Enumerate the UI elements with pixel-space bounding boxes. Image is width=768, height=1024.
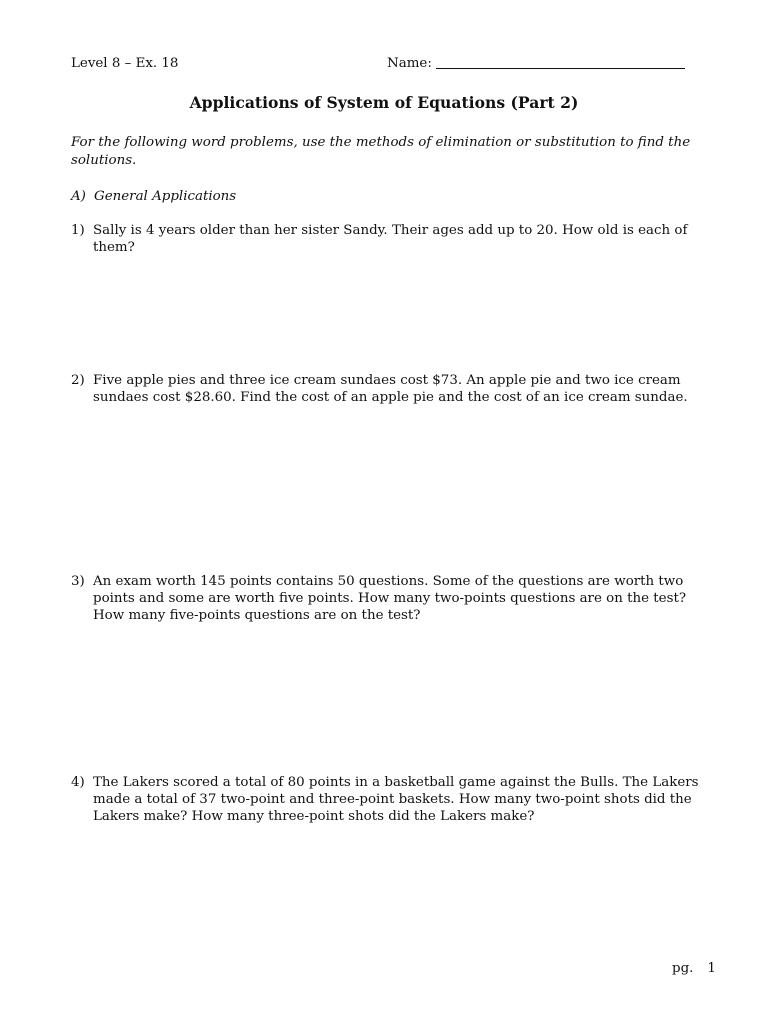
page-footer — [672, 961, 716, 976]
problem-text: The Lakers scored a total of 80 points in a basketball game against the Bulls. The Lakers made a total of 37 two-point and three-point baskets. How many two-point shots did the Lakers make? How many three-point shots did the Lakers make? — [93, 775, 699, 824]
problem-number: 2) — [71, 373, 85, 388]
problem-item — [71, 372, 703, 406]
problem-text: Sally is 4 years older than her sister Sandy. Their ages add up to 20. How old is each of them? — [93, 223, 688, 255]
page-number: 1 — [707, 961, 716, 976]
section-label: General Applications — [94, 189, 237, 204]
problem-item — [71, 774, 703, 825]
page-title: Applications of System of Equations (Part 2) — [189, 93, 579, 112]
problem-number: 1) — [71, 223, 85, 238]
worksheet-level: Level 8 – Ex. 18 — [71, 56, 179, 71]
problem-number: 4) — [71, 775, 85, 790]
problem-item — [71, 222, 703, 256]
problem-item — [71, 573, 703, 624]
name-label: Name: — [387, 56, 432, 71]
section-letter: A) — [71, 189, 86, 204]
problem-text: Five apple pies and three ice cream sundaes cost $73. An apple pie and two ice cream sundaes cost $28.60. Find the cost of an apple pie and the cost of an ice cream sundae. — [93, 373, 688, 405]
problem-text: An exam worth 145 points contains 50 questions. Some of the questions are worth two points and some are worth five points. How many two-points questions are on the test? How many five-points questions are on the test? — [93, 574, 686, 623]
name-field — [387, 56, 685, 71]
instructions: For the following word problems, use the methods of elimination or substitution to find the solutions. — [71, 135, 691, 168]
section-heading — [71, 189, 236, 204]
name-blank-line — [436, 68, 685, 69]
problem-number: 3) — [71, 574, 85, 589]
page-label: pg. — [672, 961, 694, 976]
